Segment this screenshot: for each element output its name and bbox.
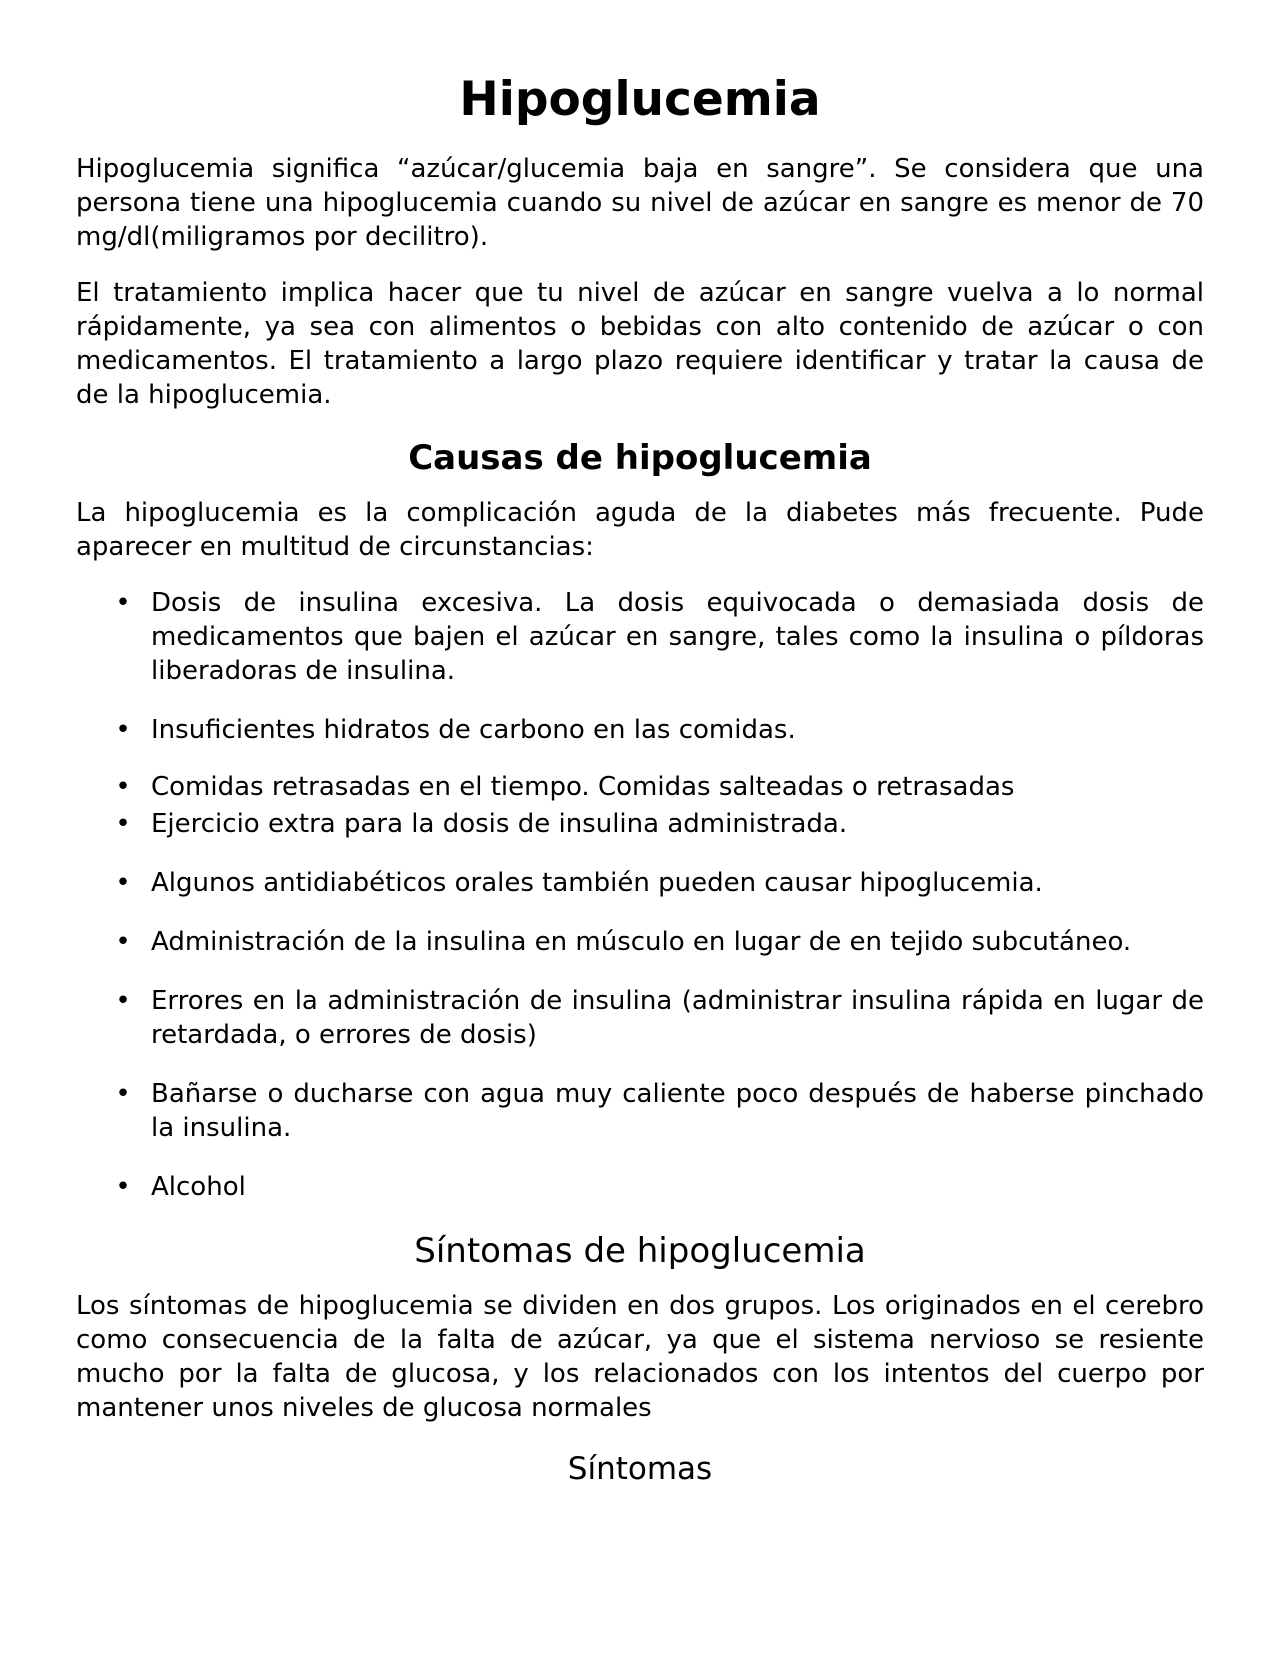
list-item-text: Algunos antidiabéticos orales también pueden causar hipoglucemia. (151, 868, 1043, 898)
sintomas-subheading: Síntomas (567, 1451, 713, 1487)
causas-list (76, 586, 1204, 1204)
bullet-icon: • (115, 986, 131, 1016)
sintomas-heading: Síntomas de hipoglucemia (414, 1231, 866, 1271)
bullet-icon: • (115, 715, 131, 745)
list-item-text: Insuficientes hidratos de carbono en las comidas. (151, 715, 796, 745)
list-item (76, 713, 1204, 747)
page-title: Hipoglucemia (459, 72, 821, 127)
list-item (76, 984, 1204, 1052)
causas-heading: Causas de hipoglucemia (408, 438, 872, 478)
bullet-icon: • (115, 927, 131, 957)
bullet-icon: • (115, 868, 131, 898)
list-item-text: Errores en la administración de insulina (administrar insulina rápida en lugar de retardada, o errores de dosis) (151, 986, 1204, 1050)
bullet-icon: • (115, 772, 131, 802)
intro-paragraph-2: El tratamiento implica hacer que tu nivel de azúcar en sangre vuelva a lo normal rápidamente, ya sea con alimentos o bebidas con alto contenido de azúcar o con medicamentos. El tratamiento a largo plazo requiere identificar y tratar la causa de de la hipoglucemia. (76, 278, 1204, 410)
bullet-icon: • (115, 1079, 131, 1109)
intro-paragraph-1: Hipoglucemia significa “azúcar/glucemia baja en sangre”. Se considera que una persona tiene una hipoglucemia cuando su nivel de azúcar en sangre es menor de 70 mg/dl(miligramos por decilitro). (76, 154, 1204, 252)
list-item-text: Alcohol (151, 1172, 246, 1202)
list-item (76, 1170, 1204, 1204)
bullet-icon: • (115, 1172, 131, 1202)
bullet-icon: • (115, 588, 131, 618)
list-item-text: Bañarse o ducharse con agua muy caliente poco después de haberse pinchado la insulina. (151, 1079, 1204, 1143)
causas-intro: La hipoglucemia es la complicación aguda de la diabetes más frecuente. Pude aparecer en multitud de circunstancias: (76, 498, 1204, 562)
bullet-icon: • (115, 809, 131, 839)
list-item (76, 807, 1204, 841)
list-item (76, 586, 1204, 688)
list-item (76, 925, 1204, 959)
list-item (76, 1077, 1204, 1145)
sintomas-intro: Los síntomas de hipoglucemia se dividen en dos grupos. Los originados en el cerebro como consecuencia de la falta de azúcar, ya que el sistema nervioso se resiente mucho por la falta de glucosa, y los relacionados con los intentos del cuerpo por mantener unos niveles de glucosa normales (76, 1291, 1204, 1423)
list-item-text: Administración de la insulina en músculo en lugar de en tejido subcutáneo. (151, 927, 1132, 957)
list-item-text: Comidas retrasadas en el tiempo. Comidas salteadas o retrasadas (151, 772, 1015, 802)
list-item-text: Ejercicio extra para la dosis de insulina administrada. (151, 809, 848, 839)
list-item (76, 770, 1204, 804)
list-item-text: Dosis de insulina excesiva. La dosis equivocada o demasiada dosis de medicamentos que bajen el azúcar en sangre, tales como la insulina o píldoras liberadoras de insulina. (151, 588, 1204, 686)
list-item (76, 866, 1204, 900)
